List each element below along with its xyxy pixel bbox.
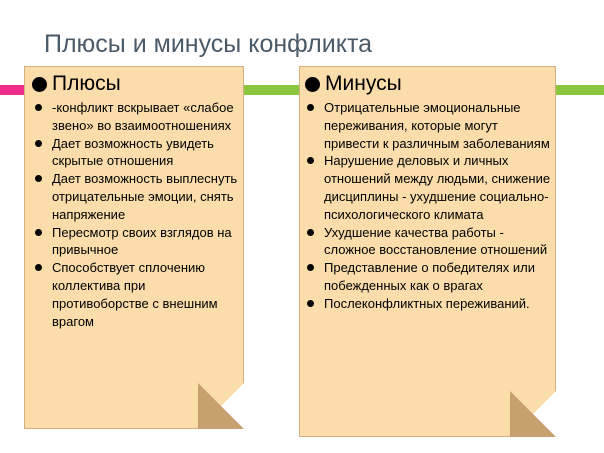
list-item <box>306 152 552 223</box>
list-item <box>34 259 239 330</box>
cons-list <box>306 99 552 313</box>
list-item-text: Способствует сплочению коллектива при противоборстве с внешним врагом <box>52 260 218 329</box>
accent-bar-green-right <box>556 85 604 95</box>
bullet-icon <box>35 140 42 147</box>
list-item <box>306 295 552 313</box>
pros-heading-label: Плюсы <box>52 72 121 95</box>
pros-note-corner-fold <box>198 383 244 429</box>
list-item-text: Дает возможность увидеть скрытые отношения <box>52 135 214 169</box>
bullet-icon <box>307 229 314 236</box>
cons-heading-label: Минусы <box>325 72 402 95</box>
bullet-icon <box>35 229 42 236</box>
list-item <box>34 99 239 135</box>
cons-heading <box>305 72 402 96</box>
bullet-icon <box>307 264 314 271</box>
list-item <box>34 135 239 171</box>
list-item <box>306 224 552 260</box>
list-item <box>34 224 239 260</box>
list-item-text: Послеконфликтных переживаний. <box>324 295 530 311</box>
cons-note-corner-fold <box>510 391 556 437</box>
accent-bar-pink <box>0 85 24 95</box>
bullet-icon <box>305 77 320 92</box>
list-item-text: Отрицательные эмоциональные переживания, которые могут привести к различным заболеваниям <box>324 100 550 151</box>
list-item-text: Ухудшение качества работы - сложное восстановление отношений <box>324 224 548 258</box>
bullet-icon <box>35 264 42 271</box>
list-item-text: Нарушение деловых и личных отношений между людьми, снижение дисциплины - ухудшение социально-психологического климата <box>324 153 551 222</box>
accent-bar-green-middle <box>244 85 300 95</box>
pros-heading <box>32 72 121 96</box>
bullet-icon <box>307 157 314 164</box>
bullet-icon <box>307 300 314 307</box>
pros-list <box>34 99 239 330</box>
list-item-text: Представление о победителях или побежденных как о врагах <box>324 260 536 293</box>
bullet-icon <box>32 77 47 92</box>
bullet-icon <box>307 104 314 111</box>
bullet-icon <box>35 175 42 182</box>
list-item <box>306 259 552 295</box>
list-item <box>34 170 239 223</box>
list-item <box>306 99 552 152</box>
page-title: Плюсы и минусы конфликта <box>44 30 373 58</box>
bullet-icon <box>35 104 42 111</box>
list-item-text: -конфликт вскрывает «слабое звено» во взаимоотношениях <box>52 100 234 133</box>
list-item-text: Пересмотр своих взглядов на привычное <box>52 224 232 258</box>
list-item-text: Дает возможность выплеснуть отрицательные эмоции, снять напряжение <box>52 171 238 222</box>
